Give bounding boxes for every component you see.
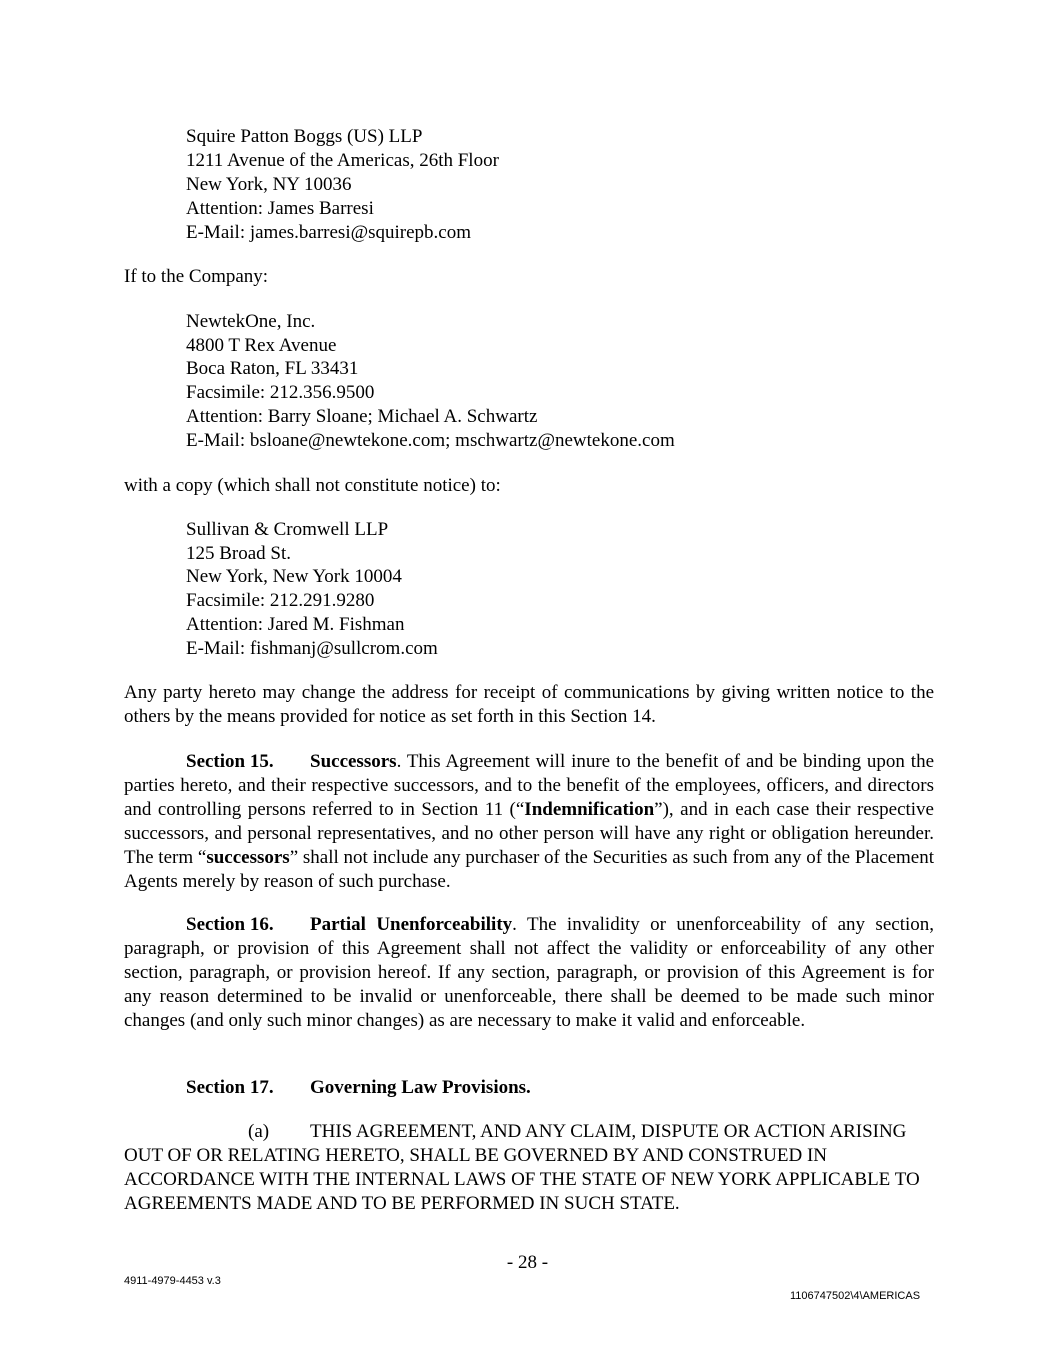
section-title: Governing Law Provisions. bbox=[310, 1077, 531, 1098]
address-line: NewtekOne, Inc. bbox=[186, 311, 316, 332]
section-title: Partial Unenforceability bbox=[310, 914, 513, 935]
change-address-paragraph: Any party hereto may change the address for receipt of communications by giving written notice to the others by the means provided for notice as set forth in this Section 14. bbox=[124, 682, 934, 727]
address-line: E-Mail: bsloane@newtekone.com; mschwartz@newtekone.com bbox=[186, 430, 675, 451]
address-line: New York, New York 10004 bbox=[186, 566, 402, 587]
section-text: . The invalidity or unenforceability of any section, paragraph, or provision of this Agreement shall not affect the validity or enforceability of any other section, paragraph, or provision hereof. If any section, paragraph, or provision of this Agreement is for any reason determined to be invalid or unenforceable, there shall be deemed to be made such minor changes (and only such minor changes) as are necessary to make it valid and enforceable. bbox=[124, 914, 934, 1031]
address-line: 4800 T Rex Avenue bbox=[186, 335, 337, 356]
document-id-left: 4911-4979-4453 v.3 bbox=[124, 1275, 221, 1287]
section-number: Section 16. bbox=[186, 914, 274, 935]
section-17-heading bbox=[124, 1076, 934, 1100]
section-title: Successors bbox=[310, 751, 397, 772]
document-id-right: 1106747502\4\AMERICAS bbox=[790, 1290, 921, 1302]
page-number: - 28 - bbox=[506, 1252, 549, 1273]
address-line: Facsimile: 212.356.9500 bbox=[186, 382, 375, 403]
address-line: Boca Raton, FL 33431 bbox=[186, 358, 359, 379]
address-line: 125 Broad St. bbox=[186, 543, 292, 564]
address-line: Attention: James Barresi bbox=[186, 198, 374, 219]
address-line: New York, NY 10036 bbox=[186, 174, 352, 195]
clause-label: (a) bbox=[248, 1121, 270, 1142]
address-line: Attention: Jared M. Fishman bbox=[186, 614, 405, 635]
copy-intro: with a copy (which shall not constitute notice) to: bbox=[124, 475, 501, 496]
company-intro: If to the Company: bbox=[124, 266, 269, 287]
address-line: 1211 Avenue of the Americas, 26th Floor bbox=[186, 150, 499, 171]
section-text: ”), and in each case their respective successors, and personal representatives, and no other person will have any right or obligation hereunder. The term “ bbox=[124, 799, 934, 868]
address-line: E-Mail: fishmanj@sullcrom.com bbox=[186, 638, 438, 659]
defined-term: Indemnification bbox=[524, 799, 655, 820]
section-text: ” shall not include any purchaser of the Securities as such from any of the Placement Agents merely by reason of such purchase. bbox=[124, 847, 934, 892]
address-line: Sullivan & Cromwell LLP bbox=[186, 519, 389, 540]
section-number: Section 17. bbox=[186, 1077, 274, 1098]
section-17-clause-a bbox=[124, 1120, 934, 1216]
address-line: Squire Patton Boggs (US) LLP bbox=[186, 126, 423, 147]
section-16-paragraph bbox=[124, 913, 934, 1033]
clause-text: THIS AGREEMENT, AND ANY CLAIM, DISPUTE OR ACTION ARISING OUT OF OR RELATING HERETO, SHALL BE GOVERNED BY AND CONSTRUED IN ACCORDANCE WITH THE INTERNAL LAWS OF THE STATE OF NEW YORK APPLICABLE TO AGREEMENTS MADE AND TO BE PERFORMED IN SUCH STATE. bbox=[124, 1121, 920, 1214]
defined-term: successors bbox=[206, 847, 290, 868]
section-text: . This Agreement will inure to the benefit of and be binding upon the parties hereto, and their respective successors, and to the benefit of the employees, officers, and directors and controlling persons referred to in Section 11 (“ bbox=[124, 751, 934, 820]
address-line: Attention: Barry Sloane; Michael A. Schwartz bbox=[186, 406, 538, 427]
address-line: Facsimile: 212.291.9280 bbox=[186, 590, 375, 611]
address-line: E-Mail: james.barresi@squirepb.com bbox=[186, 222, 471, 243]
section-15-paragraph bbox=[124, 750, 934, 894]
section-number: Section 15. bbox=[186, 751, 274, 772]
